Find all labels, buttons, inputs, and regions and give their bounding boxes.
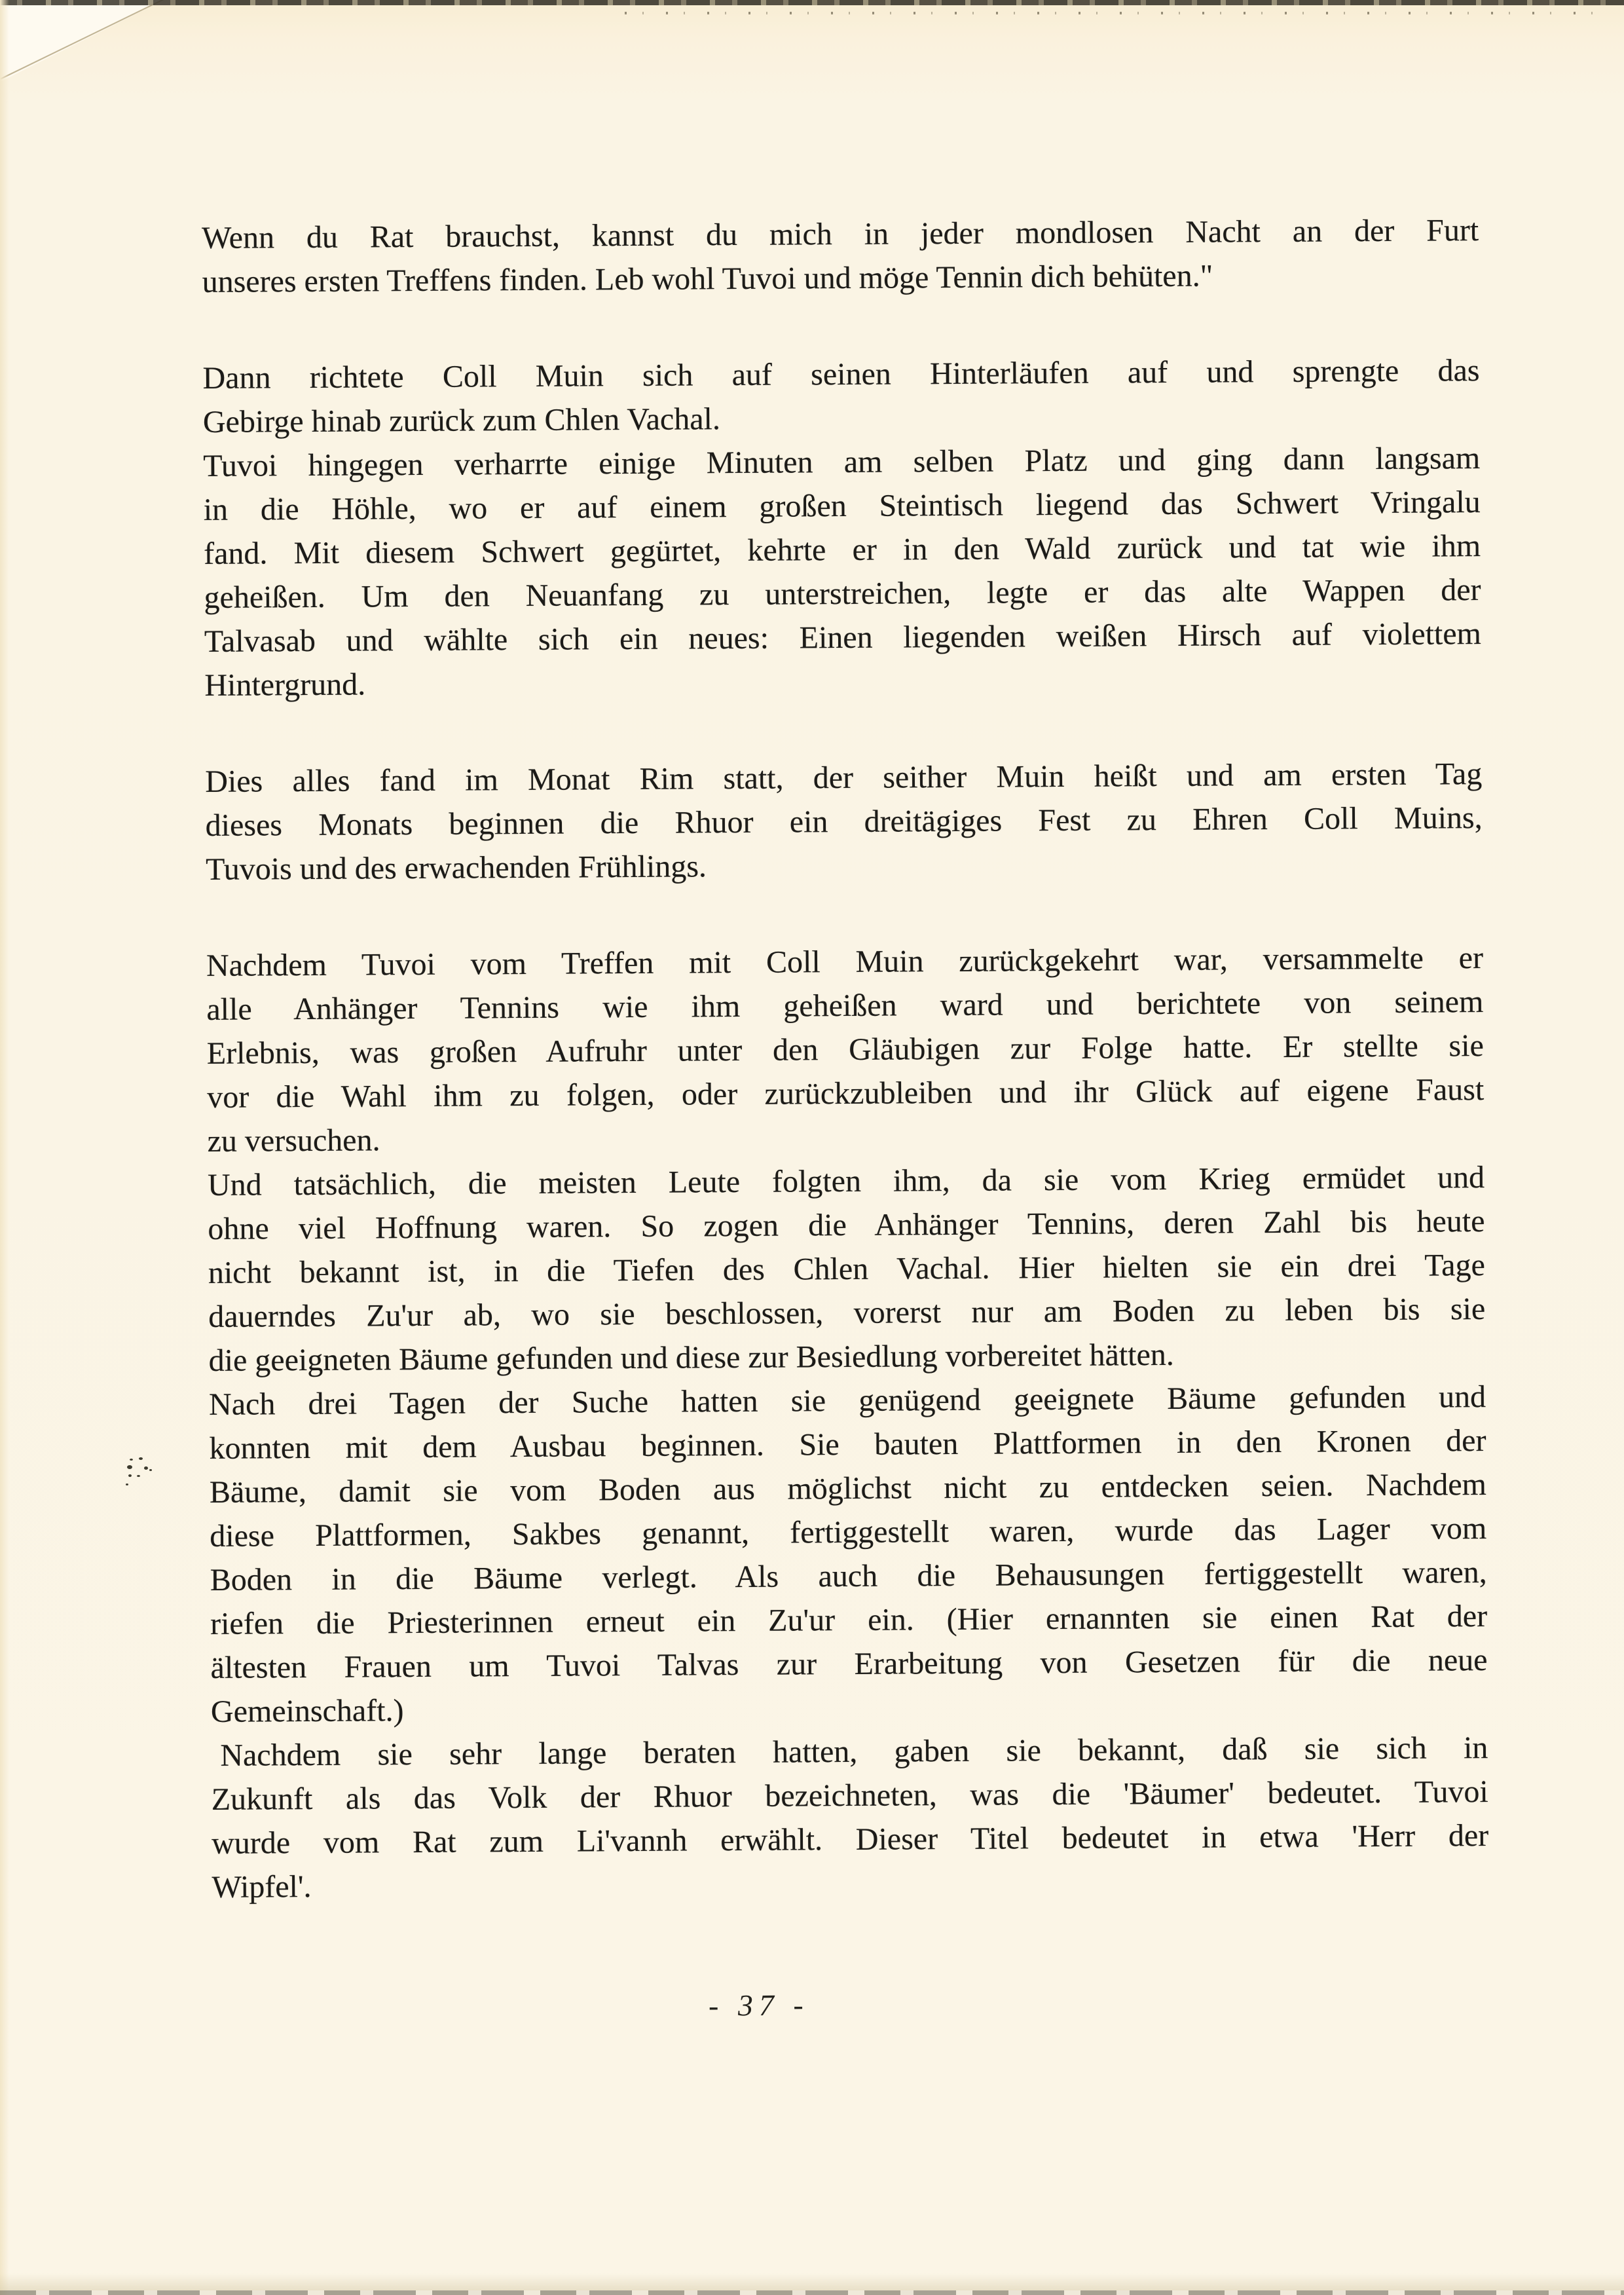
paragraph bbox=[202, 348, 1480, 444]
text-line: dauerndes Zu'ur ab, wo sie beschlossen, vorerst nur am Boden zu leben bis sie bbox=[208, 1292, 1486, 1334]
text-line: Nach drei Tagen der Suche hatten sie genügend geeignete Bäume gefunden und bbox=[208, 1379, 1486, 1422]
text-line: Tuvoi hingegen verharrte einige Minuten am selben Platz und ging dann langsam bbox=[203, 441, 1481, 483]
text-line: wurde vom Rat zum Li'vannh erwählt. Dieser Titel bedeutet in etwa 'Herr der bbox=[212, 1818, 1489, 1861]
text-line: alle Anhänger Tennins wie ihm geheißen ward und berichtete von seinem bbox=[206, 984, 1484, 1027]
text-line: Zukunft als das Volk der Rhuor bezeichneten, was die 'Bäumer' bedeutet. Tuvoi bbox=[211, 1774, 1488, 1817]
text-line: konnten mit dem Ausbau beginnen. Sie bauten Plattformen in den Kronen der bbox=[209, 1423, 1486, 1466]
text-line: Talvasab und wählte sich ein neues: Einen liegenden weißen Hirsch auf violettem bbox=[204, 616, 1482, 659]
paragraph bbox=[211, 1726, 1489, 1909]
paragraph bbox=[205, 752, 1483, 891]
paragraph bbox=[202, 208, 1479, 304]
text-line: Tuvois und des erwachenden Frühlings. bbox=[205, 849, 707, 887]
scan-edge-bottom bbox=[0, 2290, 1624, 2295]
text-line: ältesten Frauen um Tuvoi Talvas zur Erarbeitung von Gesetzen für die neue bbox=[210, 1643, 1488, 1685]
text-line: dieses Monats beginnen die Rhuor ein dreitägiges Fest zu Ehren Coll Muins, bbox=[205, 800, 1483, 843]
text-line: Gemeinschaft.) bbox=[210, 1693, 404, 1729]
page-number: - 37 - bbox=[708, 1988, 809, 2023]
text-line: nicht bekannt ist, in die Tiefen des Chlen Vachal. Hier hielten sie ein drei Tage bbox=[208, 1248, 1485, 1290]
paragraph bbox=[206, 936, 1485, 1163]
page-corner-fold bbox=[0, 0, 164, 82]
text-line: Wipfel'. bbox=[212, 1869, 312, 1905]
text-line: Und tatsächlich, die meisten Leute folgten ihm, da sie vom Krieg ermüdet und bbox=[207, 1160, 1485, 1203]
paragraph bbox=[203, 436, 1481, 707]
text-line: ohne viel Hoffnung waren. So zogen die Anhänger Tennins, deren Zahl bis heute bbox=[208, 1204, 1485, 1246]
paragraph bbox=[209, 1375, 1488, 1734]
text-line: unseres ersten Treffens finden. Leb wohl Tuvoi und möge Tennin dich behüten." bbox=[202, 258, 1213, 299]
text-line: die geeigneten Bäume gefunden und diese zur Besiedlung vorbereitet hätten. bbox=[208, 1337, 1174, 1378]
text-line: Erlebnis, was großen Aufruhr unter den Gläubigen zur Folge hatte. Er stellte sie bbox=[206, 1028, 1484, 1071]
scan-edge-left bbox=[0, 0, 9, 2295]
text-line: Hintergrund. bbox=[204, 667, 366, 703]
text-line: vor die Wahl ihm zu folgen, oder zurückzubleiben und ihr Glück auf eigene Faust bbox=[207, 1072, 1485, 1115]
ink-speckles bbox=[126, 1457, 158, 1493]
paragraph bbox=[208, 1155, 1486, 1383]
text-line: Bäume, damit sie vom Boden aus möglichst nicht zu entdecken seien. Nachdem bbox=[209, 1467, 1487, 1510]
text-line: Gebirge hinab zurück zum Chlen Vachal. bbox=[202, 401, 721, 439]
text-line: Dann richtete Coll Muin sich auf seinen Hinterläufen auf und sprengte das bbox=[202, 353, 1480, 396]
scan-noise-top bbox=[602, 12, 1611, 14]
text-line: geheißen. Um den Neuanfang zu unterstreichen, legte er das alte Wappen der bbox=[204, 572, 1481, 615]
scan-shade-bottom bbox=[0, 2273, 1624, 2290]
text-line: diese Plattformen, Sakbes genannt, fertiggestellt waren, wurde das Lager vom bbox=[210, 1511, 1487, 1554]
text-line: Nachdem sie sehr lange beraten hatten, gaben sie bekannt, daß sie sich in bbox=[220, 1730, 1488, 1773]
text-line: Nachdem Tuvoi vom Treffen mit Coll Muin zurückgekehrt war, versammelte er bbox=[206, 941, 1484, 983]
scan-edge-top bbox=[0, 0, 1624, 5]
text-block bbox=[202, 208, 1489, 1909]
text-line: Boden in die Bäume verlegt. Als auch die Behausungen fertiggestellt waren, bbox=[210, 1555, 1487, 1597]
text-line: zu versuchen. bbox=[207, 1123, 380, 1159]
text-line: in die Höhle, wo er auf einem großen Steintisch liegend das Schwert Vringalu bbox=[203, 485, 1481, 527]
text-line: Wenn du Rat brauchst, kannst du mich in jeder mondlosen Nacht an der Furt bbox=[202, 213, 1479, 255]
text-line: Dies alles fand im Monat Rim statt, der seither Muin heißt und am ersten Tag bbox=[205, 756, 1483, 799]
text-line: fand. Mit diesem Schwert gegürtet, kehrte er in den Wald zurück und tat wie ihm bbox=[203, 529, 1481, 571]
text-line: riefen die Priesterinnen erneut ein Zu'ur ein. (Hier ernannten sie einen Rat der bbox=[210, 1599, 1488, 1641]
